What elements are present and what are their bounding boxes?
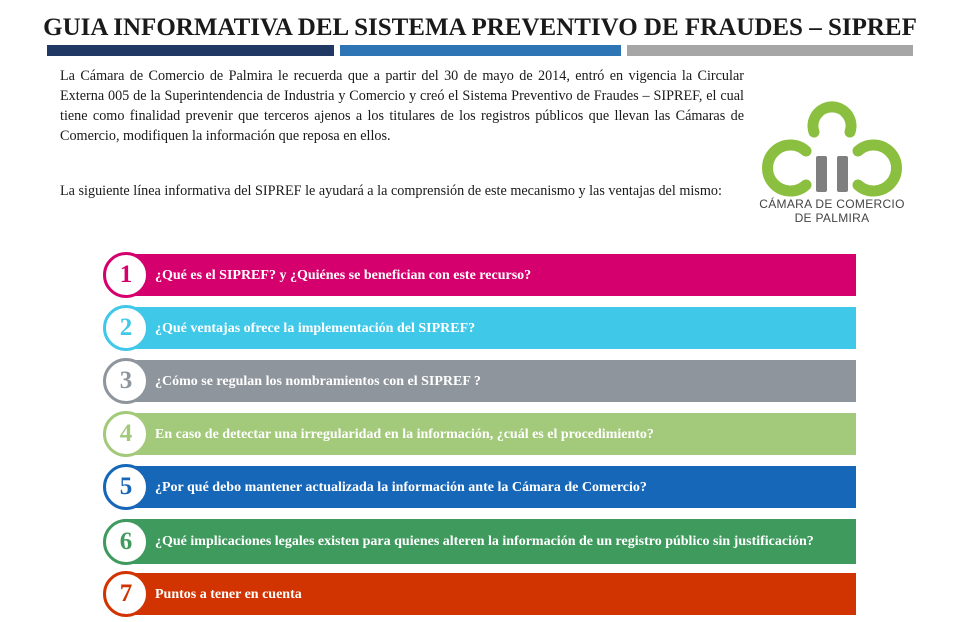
logo-text-line-1: CÁMARA DE COMERCIO: [759, 197, 905, 211]
intro-paragraph-2: La siguiente línea informativa del SIPREF le ayudará a la comprensión de este mecanismo y las ventajas del mismo:: [60, 183, 722, 199]
item-label: En caso de detectar una irregularidad en la información, ¿cuál es el procedimiento?: [155, 426, 654, 442]
item-number-badge: 5: [103, 464, 149, 510]
title-bar-gray: [627, 45, 913, 56]
item-number-badge: 3: [103, 358, 149, 404]
item-label: Puntos a tener en cuenta: [155, 586, 302, 602]
item-number-badge: 1: [103, 252, 149, 298]
sipref-item-4[interactable]: [103, 413, 856, 455]
item-number-badge: 6: [103, 519, 149, 565]
item-label: ¿Cómo se regulan los nombramientos con el SIPREF ?: [155, 373, 481, 389]
sipref-item-6[interactable]: [103, 519, 856, 564]
item-number-badge: 4: [103, 411, 149, 457]
logo-text-line-2: DE PALMIRA: [794, 211, 870, 225]
title-bar-dark-blue: [47, 45, 334, 56]
sipref-item-5[interactable]: [103, 466, 856, 508]
sipref-item-3[interactable]: [103, 360, 856, 402]
item-label: ¿Qué es el SIPREF? y ¿Quiénes se benefician con este recurso?: [155, 267, 532, 283]
intro-paragraph: La Cámara de Comercio de Palmira le recuerda que a partir del 30 de mayo de 2014, entró en vigencia la Circular Externa 005 de la Superintendencia de Industria y Comercio y creó el Sistema Preventivo de Fraudes – SIPREF, el cual tiene como finalidad prevenir que terceros ajenos a los titulares de los registros públicos que llevan las Cámaras de Comercio, modifiquen la información que reposa en ellos.: [60, 68, 744, 144]
item-label: ¿Qué implicaciones legales existen para quienes alteren la información de un registro público sin justificación?: [155, 534, 814, 549]
sipref-item-2[interactable]: [103, 307, 856, 349]
title-bar-blue: [340, 45, 621, 56]
item-label: ¿Por qué debo mantener actualizada la información ante la Cámara de Comercio?: [155, 479, 647, 495]
item-number-badge: 2: [103, 305, 149, 351]
item-number-badge: 7: [103, 571, 149, 617]
item-label: ¿Qué ventajas ofrece la implementación del SIPREF?: [155, 320, 476, 336]
sipref-item-7[interactable]: [103, 573, 856, 615]
sipref-item-1[interactable]: [103, 254, 856, 296]
page-title: GUIA INFORMATIVA DEL SISTEMA PREVENTIVO DE FRAUDES – SIPREF: [43, 14, 917, 41]
